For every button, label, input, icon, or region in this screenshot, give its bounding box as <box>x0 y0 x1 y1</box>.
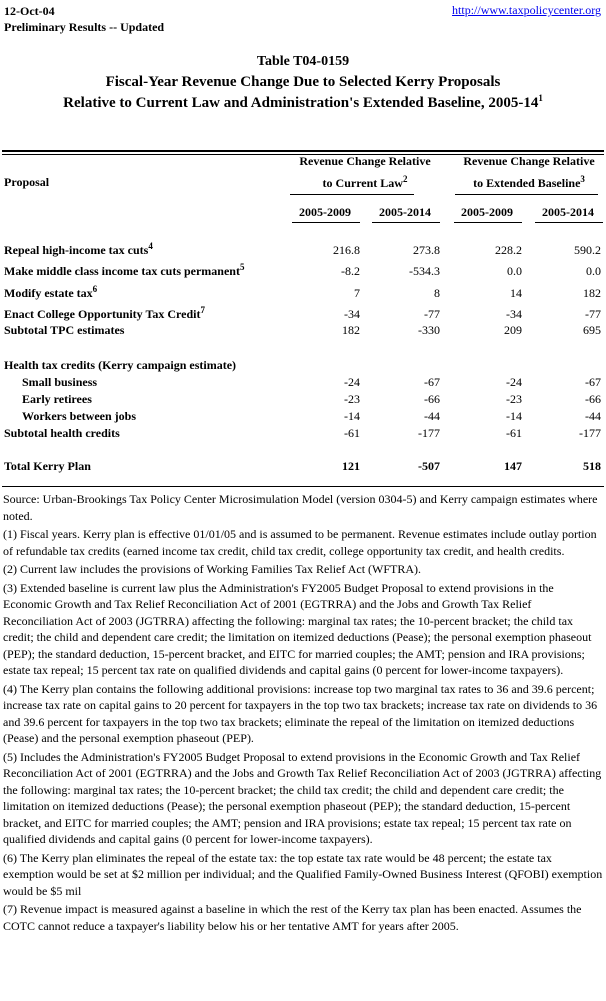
footnote-3: (3) Extended baseline is current law plus the Administration's FY2005 Budget Proposal to extend provisions in the Economic Growth and Tax Relief Reconciliation Act of 2001 (EGTRRA) and the Jobs and Growth Tax Relief Reconciliation Act of 2003 (JGTRRA) affecting the following: marginal tax rates; the 10-percent bracket; the child tax credit; the child and dependent care credit; the limitation on itemized deductions (Pease); the personal exemption phaseout (PEP); the standard deduction, 15-percent bracket, and EITC for married couples; the AMT; pension and IRA provisions; estate tax repeal; 15 percent tax rate on qualified dividends and capital gains (0 percent for lower-income taxpayers). <box>3 580 592 677</box>
table-row-total <box>0 457 606 475</box>
footnote-6: (6) The Kerry plan eliminates the repeal of the estate tax: the top estate tax rate would be 48 percent; the estate tax exemption would be set at $2 million per individual; and the Qualified Family-Owned Business Interest (QFOBI) exemption would be $5 mil <box>3 850 603 898</box>
year-header-4: 2005-2014 <box>542 205 594 219</box>
row-value: -34 <box>506 307 522 321</box>
row-value: -534.3 <box>409 264 440 278</box>
year-underline-3 <box>454 222 522 223</box>
row-value: 8 <box>434 286 440 300</box>
title-line-2: Relative to Current Law and Administration's Extended Baseline, $2005-14^1$ <box>63 93 543 111</box>
table-row <box>0 373 606 391</box>
table-row <box>0 321 606 339</box>
year-header-3: 2005-2009 <box>461 205 513 219</box>
row-label: Modify estate tax$^6$ <box>4 284 98 300</box>
table-title <box>0 52 606 114</box>
col-group-extended-baseline: Revenue Change Relative to Extended Baseline$^3$ <box>463 154 595 190</box>
table-id: Table T04-0159 <box>256 54 350 69</box>
row-value: -77 <box>585 307 601 321</box>
row-value: 0.0 <box>586 264 601 278</box>
row-label: Make middle class income tax cuts permanent$^5$ <box>4 262 245 278</box>
row-label: Early retirees <box>22 392 92 406</box>
row-label: Subtotal TPC estimates <box>4 323 125 337</box>
row-value: -8.2 <box>341 264 360 278</box>
row-label: Total Kerry Plan <box>4 459 91 473</box>
table-row <box>0 407 606 425</box>
row-value: -34 <box>344 307 360 321</box>
row-value: 182 <box>583 286 601 300</box>
col-group-underline-1 <box>290 194 414 195</box>
row-value: 182 <box>342 323 360 337</box>
report-date: 12-Oct-04 <box>4 4 55 18</box>
year-header-1: 2005-2009 <box>299 205 351 219</box>
row-value: -24 <box>506 375 522 389</box>
col-group-current-law: Revenue Change Relative to Current Law$^2$ <box>299 154 431 190</box>
tpc-link[interactable]: http://www.taxpolicycenter.org <box>452 3 601 17</box>
row-value: 209 <box>504 323 522 337</box>
year-underline-2 <box>372 222 440 223</box>
row-value: -23 <box>344 392 360 406</box>
row-value: 273.8 <box>413 243 440 257</box>
row-value: 228.2 <box>495 243 522 257</box>
row-value: 147 <box>504 459 522 473</box>
row-value: -44 <box>585 409 601 423</box>
bottom-rule <box>2 486 604 487</box>
row-value: 14 <box>510 286 522 300</box>
report-status: Preliminary Results -- Updated <box>4 20 165 34</box>
row-value: -14 <box>344 409 360 423</box>
row-value: -14 <box>506 409 522 423</box>
table-row <box>0 262 606 280</box>
table-row <box>0 390 606 408</box>
row-value: 518 <box>583 459 601 473</box>
row-label: Workers between jobs <box>22 409 136 423</box>
row-value: -67 <box>424 375 440 389</box>
row-value: 7 <box>354 286 360 300</box>
row-label: Repeal high-income tax cuts$^4$ <box>4 241 153 257</box>
year-header-2: 2005-2014 <box>379 205 431 219</box>
row-value: -67 <box>585 375 601 389</box>
row-label: Health tax credits (Kerry campaign estimate) <box>4 358 237 372</box>
row-label: Enact College Opportunity Tax Credit$^7$ <box>4 305 205 321</box>
report-header <box>4 3 164 35</box>
footnote-7: (7) Revenue impact is measured against a baseline in which the rest of the Kerry tax plan has been enacted. Assumes the COTC cannot reduce a taxpayer's liability below his or her tentative AMT for years after 2005. <box>3 902 582 933</box>
footnotes <box>3 491 603 936</box>
row-value: -61 <box>506 426 522 440</box>
row-value: 121 <box>342 459 360 473</box>
row-value: 695 <box>583 323 601 337</box>
col-group-underline-2 <box>455 194 598 195</box>
source-note: Source: Urban-Brookings Tax Policy Center Microsimulation Model (version 0304-5) and Kerry campaign estimates where noted. <box>3 492 598 523</box>
row-value: 0.0 <box>507 264 522 278</box>
title-line-1: Fiscal-Year Revenue Change Due to Selected Kerry Proposals <box>105 74 501 90</box>
row-value: -66 <box>424 392 440 406</box>
row-value: -24 <box>344 375 360 389</box>
footnote-4: (4) The Kerry plan contains the following additional provisions: increase top two marginal tax rates to 36 and 39.6 percent; increase tax rate on capital gains to 20 percent for taxpayers in the top two tax brackets; increase tax rate on dividends to 36 and 39.6 percent for taxpayers in the top two tax brackets; eliminate the repeal of the limitation on itemized deductions (Pease) and the personal exemption phaseout (PEP). <box>3 681 598 745</box>
row-value: -61 <box>344 426 360 440</box>
row-value: -44 <box>424 409 440 423</box>
row-value: -330 <box>418 323 440 337</box>
row-value: -23 <box>506 392 522 406</box>
row-value: -507 <box>418 459 440 473</box>
footnote-1: (1) Fiscal years. Kerry plan is effective 01/01/05 and is assumed to be permanent. Revenue estimates include outlay portion of refundable tax credits (earned income tax credit, child tax credit, college opportunity tax credit, and health credits. <box>3 527 597 558</box>
row-value: -177 <box>579 426 601 440</box>
footnote-2: (2) Current law includes the provisions of Working Families Tax Relief Act (WFTRA). <box>3 562 422 576</box>
table-row <box>0 284 606 302</box>
proposal-header: Proposal <box>4 175 50 189</box>
table-row <box>0 424 606 442</box>
row-label: Small business <box>22 375 98 389</box>
row-value: 590.2 <box>574 243 601 257</box>
row-value: 216.8 <box>333 243 360 257</box>
table-row <box>0 356 606 374</box>
row-value: -177 <box>418 426 440 440</box>
table-row <box>0 241 606 259</box>
row-label: Subtotal health credits <box>4 426 120 440</box>
year-underline-4 <box>535 222 603 223</box>
row-value: -66 <box>585 392 601 406</box>
title-footnote-ref: 1 <box>538 93 543 103</box>
row-value: -77 <box>424 307 440 321</box>
year-underline-1 <box>292 222 360 223</box>
footnote-5: (5) Includes the Administration's FY2005 Budget Proposal to extend provisions in the Economic Growth and Tax Relief Reconciliation Act of 2001 (EGTRRA) and the Jobs and Growth Tax Relief Reconciliation Act of 2003 (JGTRRA) affecting the following: marginal tax rates; the 10-percent bracket; the child tax credit; the child and dependent care credit; the limitation on itemized deductions (Pease); the personal exemption phaseout (PEP); the standard deduction, 15-percent bracket, and EITC for married couples; the AMT; pension and IRA provisions; estate tax repeal; 15 percent tax rate on qualified dividends and capital gains (0 percent for lower-income taxpayers). <box>3 749 602 846</box>
